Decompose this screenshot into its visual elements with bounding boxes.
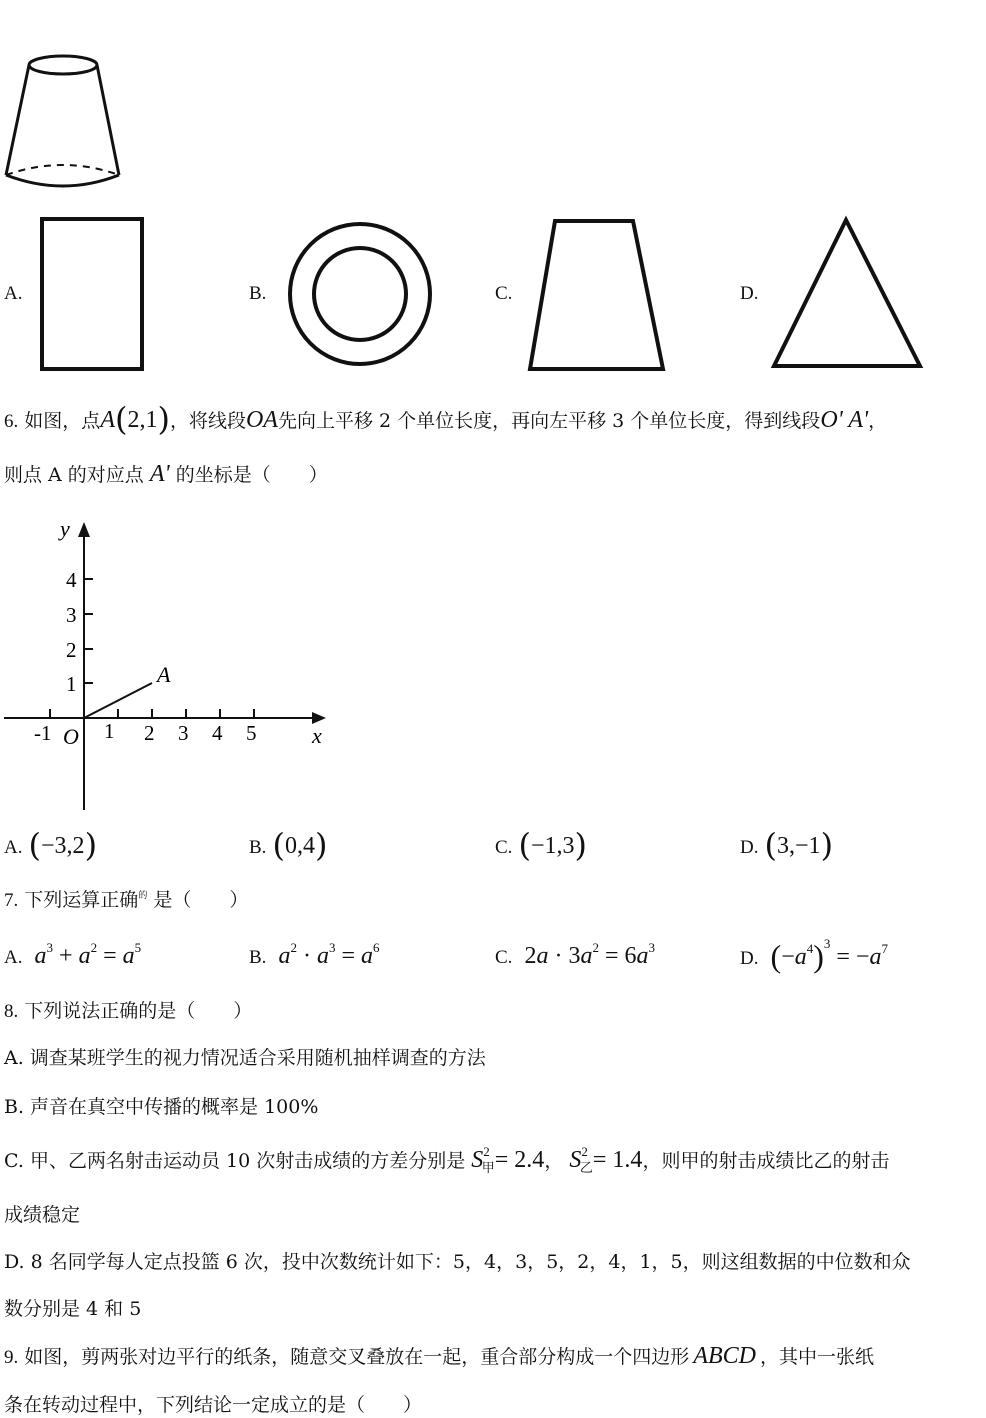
origin-label: O bbox=[63, 724, 79, 749]
q5-option-c-trapezoid bbox=[525, 215, 670, 377]
x-tick-neg1: -1 bbox=[34, 721, 52, 745]
q5-option-b-label: B. bbox=[249, 283, 267, 304]
q6-option-c: C. (−1,3) bbox=[495, 826, 587, 864]
q6-line-1: 6. 如图，点A(2,1)，将线段OA先向上平移 2 个单位长度，再向左平移 3 个单位长度，得到线段O' A'， bbox=[4, 400, 888, 438]
y-tick-2: 2 bbox=[66, 638, 77, 662]
q8-option-d-line-1: D. 8 名同学每人定点投篮 6 次，投中次数统计如下：5，4，3，5，2，4，1，5，则这组数据的中位数和众 bbox=[4, 1251, 911, 1273]
q8-option-c-line-2: 成绩稳定 bbox=[4, 1204, 81, 1226]
q5-option-d-triangle bbox=[770, 212, 925, 374]
q5-option-c-label: C. bbox=[495, 283, 513, 304]
x-axis-label: x bbox=[312, 723, 322, 748]
y-tick-4: 4 bbox=[66, 568, 77, 592]
q5-option-d-label: D. bbox=[740, 283, 759, 304]
q7-option-d: D. $(-a^4)^3 = -a^7$ bbox=[740, 936, 888, 974]
q7-option-c: C. $2a \cdot 3a^2 = 6a^3$ bbox=[495, 940, 656, 969]
frustum-figure bbox=[0, 45, 130, 195]
coordinate-plane-figure bbox=[0, 510, 340, 815]
q8-option-b: B. 声音在真空中传播的概率是 100% bbox=[4, 1096, 319, 1118]
q7-option-b: B. $a^2 \cdot a^3 = a^6$ bbox=[249, 940, 380, 969]
q8-option-c-line-1: C. 甲、乙两名射击运动员 10 次射击成绩的方差分别是 $S^2_甲= 2.4$， $S^2_乙= 1.4$，则甲的射击成绩比乙的射击 bbox=[4, 1144, 890, 1176]
q7-stem: 7. 下列运算正确$^的$ 是（ ） bbox=[4, 889, 249, 911]
q8-option-d-line-2: 数分别是 4 和 5 bbox=[4, 1298, 142, 1320]
x-tick-1: 1 bbox=[104, 719, 115, 743]
y-tick-3: 3 bbox=[66, 603, 77, 627]
q9-line-1: 9. 如图，剪两张对边平行的纸条，随意交叉叠放在一起，重合部分构成一个四边形 ABCD ，其中一张纸 bbox=[4, 1343, 874, 1369]
x-tick-2: 2 bbox=[144, 721, 155, 745]
q6-option-b: B. (0,4) bbox=[249, 826, 328, 864]
q6-option-a: A. (−3,2) bbox=[4, 826, 98, 864]
q6-line-2: 则点 A 的对应点 A' 的坐标是（ ） bbox=[4, 461, 328, 487]
q9-line-2: 条在转动过程中，下列结论一定成立的是（ ） bbox=[4, 1394, 423, 1416]
y-tick-1: 1 bbox=[66, 672, 77, 696]
q8-option-a: A. 调查某班学生的视力情况适合采用随机抽样调查的方法 bbox=[4, 1047, 486, 1069]
y-axis-arrow bbox=[78, 522, 90, 537]
q5-option-a-rectangle bbox=[38, 215, 148, 375]
q7-option-a: A. $a^3 + a^2 = a^5$ bbox=[4, 940, 142, 969]
x-tick-4: 4 bbox=[212, 721, 223, 745]
x-tick-5: 5 bbox=[246, 721, 257, 745]
q6-option-d: D. (3,−1) bbox=[740, 826, 834, 864]
point-a-label: A bbox=[157, 662, 171, 687]
x-tick-3: 3 bbox=[178, 721, 189, 745]
y-axis-label: y bbox=[60, 516, 70, 541]
q5-option-a-label: A. bbox=[4, 283, 23, 304]
q8-stem: 8. 下列说法正确的是（ ） bbox=[4, 1000, 253, 1022]
q5-option-b-rings bbox=[284, 218, 436, 370]
